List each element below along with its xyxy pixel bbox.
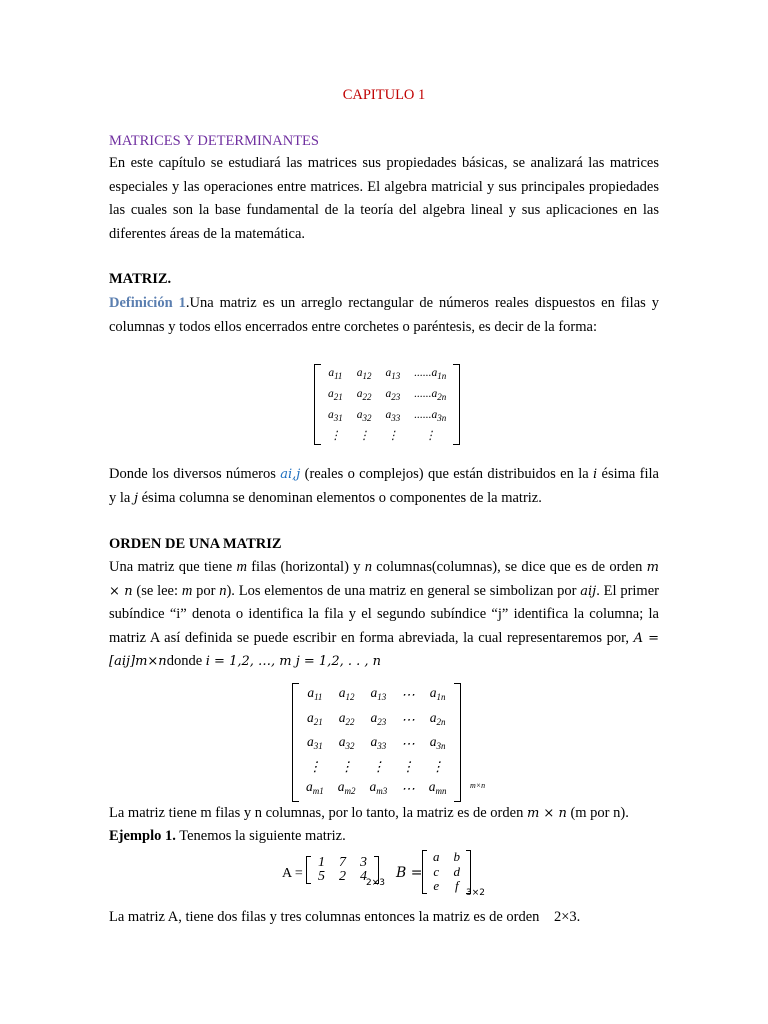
i-symbol: i bbox=[593, 467, 598, 482]
orden-text-6: ). Los elementos de una matriz en general se simbolizan por bbox=[226, 582, 581, 599]
matrix2-cell: ⋮ bbox=[371, 758, 386, 774]
general-matrix bbox=[314, 364, 460, 450]
matrixA-cell: 4 bbox=[360, 869, 367, 884]
matrix2-cell: $a_{31}$ bbox=[307, 734, 323, 751]
order-mxn: m × n bbox=[526, 806, 567, 821]
matrixA-cell: 1 bbox=[318, 855, 325, 870]
matrix1-cell: $a_{13}$ bbox=[385, 367, 401, 381]
matrix2-cell: ⋮ bbox=[339, 758, 354, 774]
matrix2-cell: ⋮ bbox=[430, 758, 445, 774]
donde-text-4: ésima columna se denominan elementos o componentes de la matriz. bbox=[138, 489, 542, 506]
chapter-title: CAPITULO 1 bbox=[342, 87, 426, 103]
matrix2-cell: ⋯ bbox=[401, 736, 415, 751]
definition-label: Definición 1 bbox=[109, 295, 186, 311]
definition-paragraph bbox=[109, 292, 659, 339]
final-order: 2×3 bbox=[553, 909, 577, 925]
order-text-1: La matriz tiene m filas y n columnas, por lo tanto, la matriz es de orden bbox=[109, 805, 527, 821]
aij-symbol: ai,j bbox=[280, 467, 301, 482]
matrixB-cell: e bbox=[433, 878, 440, 893]
matrixA-row bbox=[311, 856, 374, 870]
matrix2-cell: $a_{21}$ bbox=[307, 709, 323, 727]
matrix-brackets bbox=[314, 364, 460, 445]
n-symbol-2: n bbox=[219, 582, 227, 599]
matrix1-cell: ⋮ bbox=[358, 430, 370, 442]
n-symbol: n bbox=[364, 559, 372, 575]
aij-element-symbol: aij bbox=[580, 583, 597, 599]
final-end: . bbox=[576, 909, 581, 925]
matrix2-cell: $a_{13}$ bbox=[370, 685, 387, 702]
matrix1-cell: $......a_{3n}$ bbox=[414, 409, 447, 423]
matrix1-cell: $a_{32}$ bbox=[356, 409, 372, 423]
index-ranges: i = 1,2, …, m j = 1,2, . . , n bbox=[205, 654, 382, 669]
matrixB-row bbox=[426, 865, 467, 880]
donde-text-1: Donde los diversos números bbox=[109, 466, 281, 482]
matrix1-row bbox=[321, 385, 453, 406]
example-line bbox=[109, 825, 659, 849]
final-sentence bbox=[109, 906, 659, 930]
donde-text-2: (reales o complejos) que están distribuidos en la bbox=[300, 466, 593, 482]
matrix1-cell: $a_{33}$ bbox=[385, 409, 401, 423]
matrix1-cell: $a_{12}$ bbox=[356, 367, 372, 381]
matrix2-brackets bbox=[292, 683, 461, 802]
matrix2-cell: $a_{23}$ bbox=[370, 709, 387, 727]
example-label: Ejemplo 1. bbox=[109, 828, 176, 844]
matrix2-cell: $a_{m3}$ bbox=[369, 779, 388, 796]
matrix2-cell: $a_{12}$ bbox=[338, 685, 355, 702]
matrix1-row bbox=[321, 406, 453, 427]
B-order: 3×2 bbox=[466, 888, 485, 898]
matrix2-cell: ⋮ bbox=[401, 758, 415, 774]
matrix2-cell: ⋯ bbox=[401, 687, 415, 702]
j-symbol: j bbox=[133, 490, 138, 506]
section-title: MATRICES Y DETERMINANTES bbox=[109, 133, 319, 149]
matrix1-row bbox=[321, 427, 453, 445]
matrix2-cell: $a_{33}$ bbox=[370, 734, 387, 751]
matrix2-row bbox=[299, 732, 454, 757]
matrix2-table bbox=[299, 683, 454, 802]
intro-paragraph: En este capítulo se estudiará las matrices sus propiedades básicas, se analizará las matrices especiales y las operaciones entre matrices. El algebra matricial y sus principales propiedades las cuales son la base fundamental de la teoría del algebra lineal y sus aplicaciones en las diferentes áreas de la matemática. bbox=[109, 155, 659, 242]
m-symbol: m bbox=[236, 559, 247, 575]
matrix-notation: A = [aij]m×n bbox=[109, 630, 659, 669]
matrixB-cell: d bbox=[453, 863, 460, 879]
matrix2-row bbox=[299, 777, 454, 802]
matrixB-cell: c bbox=[433, 863, 440, 879]
orden-text-1: Una matriz que tiene bbox=[109, 559, 237, 575]
matrix1-cell: $a_{31}$ bbox=[328, 409, 343, 423]
matriz-heading: MATRIZ. bbox=[109, 271, 172, 287]
matrix2-cell: $a_{2n}$ bbox=[429, 709, 446, 727]
matrix-table bbox=[321, 364, 453, 445]
definition-text: .Una matriz es un arreglo rectangular de números reales dispuestos en filas y columnas y todos ellos encerrados entre corchetes o paréntesis, es decir de la forma: bbox=[109, 295, 659, 335]
matrix2-cell: ⋮ bbox=[308, 758, 322, 774]
donde-paragraph bbox=[109, 463, 659, 510]
matrix2-row bbox=[299, 708, 454, 733]
matrix2-row bbox=[299, 683, 454, 708]
matrix2-cell: ⋯ bbox=[401, 711, 415, 727]
B-brackets bbox=[422, 850, 471, 894]
orden-text-5: por bbox=[192, 582, 220, 599]
matrix2-cell: $a_{m2}$ bbox=[337, 779, 356, 796]
order-text-2: (m por n). bbox=[566, 805, 629, 821]
matrix1-cell: $a_{21}$ bbox=[328, 388, 343, 402]
matrix1-cell: ⋮ bbox=[424, 430, 436, 442]
orden-text-4: (se lee: bbox=[132, 582, 182, 599]
matrix2-cell: $a_{32}$ bbox=[338, 734, 355, 751]
A-label: A = bbox=[282, 866, 303, 881]
donde-text-3: ésima fila y la bbox=[109, 466, 659, 506]
matrixB-cell: b bbox=[453, 849, 460, 864]
matrixA-cell: 3 bbox=[360, 855, 367, 870]
matrixB-row bbox=[426, 850, 467, 865]
B-label: B = bbox=[396, 865, 423, 881]
final-text: La matriz A, tiene dos filas y tres columnas entonces la matriz es de orden bbox=[109, 909, 540, 925]
matrix1-cell: $......a_{1n}$ bbox=[414, 367, 447, 381]
matrix2-cell: $a_{11}$ bbox=[307, 685, 323, 702]
matrix2-cell: $a_{mn}$ bbox=[428, 779, 447, 796]
example-text: Tenemos la siguiente matriz. bbox=[175, 828, 346, 844]
matrix2-cell: $a_{22}$ bbox=[338, 709, 355, 727]
matrix2-cell: $a_{3n}$ bbox=[429, 734, 446, 751]
matrix1-cell: $......a_{2n}$ bbox=[414, 388, 447, 402]
matrixB-cell: f bbox=[454, 878, 459, 893]
matrix2-cell: $a_{m1}$ bbox=[306, 779, 324, 796]
matrix1-cell: ⋮ bbox=[329, 430, 342, 442]
orden-heading: ORDEN DE UNA MATRIZ bbox=[109, 536, 282, 552]
m-symbol-2: m bbox=[181, 582, 193, 599]
general-matrix-mxn bbox=[292, 683, 486, 807]
matrixA-cell: 7 bbox=[339, 855, 346, 870]
matrix2-cell: $a_{1n}$ bbox=[429, 685, 446, 702]
B-table bbox=[426, 850, 467, 894]
matrix2-row bbox=[299, 757, 454, 778]
orden-text-7: . El primer subíndice “i” denota o identifica la fila y el segundo subíndice “j” identifica la columna; la matriz A así definida se puede escribir en forma abreviada, la cual representaremos por, bbox=[109, 582, 659, 646]
matrix1-row bbox=[321, 364, 453, 385]
orden-text-8: donde bbox=[166, 653, 206, 669]
matrixA-row bbox=[311, 870, 374, 884]
matrixA-cell: 5 bbox=[318, 869, 325, 884]
matrixB-row bbox=[426, 879, 467, 894]
matrix1-cell: $a_{23}$ bbox=[385, 388, 401, 402]
orden-text-3: columnas(columnas), se dice que es de orden bbox=[372, 559, 647, 575]
matrix2-cell: ⋯ bbox=[401, 781, 415, 796]
matrix1-cell: $a_{11}$ bbox=[328, 367, 343, 381]
orden-text-2: filas (horizontal) y bbox=[246, 559, 365, 575]
matrix1-cell: $a_{22}$ bbox=[356, 388, 372, 402]
orden-paragraph bbox=[109, 556, 659, 674]
mxn-symbol: m × n bbox=[109, 560, 659, 599]
matrix2-order: m×n bbox=[470, 781, 486, 790]
A-table bbox=[311, 856, 374, 884]
matrixA-cell: 2 bbox=[339, 869, 346, 884]
matrixB-cell: a bbox=[433, 849, 440, 864]
matrix1-cell: ⋮ bbox=[387, 430, 399, 442]
order-sentence bbox=[109, 802, 659, 826]
A-order: 2×3 bbox=[366, 878, 385, 888]
